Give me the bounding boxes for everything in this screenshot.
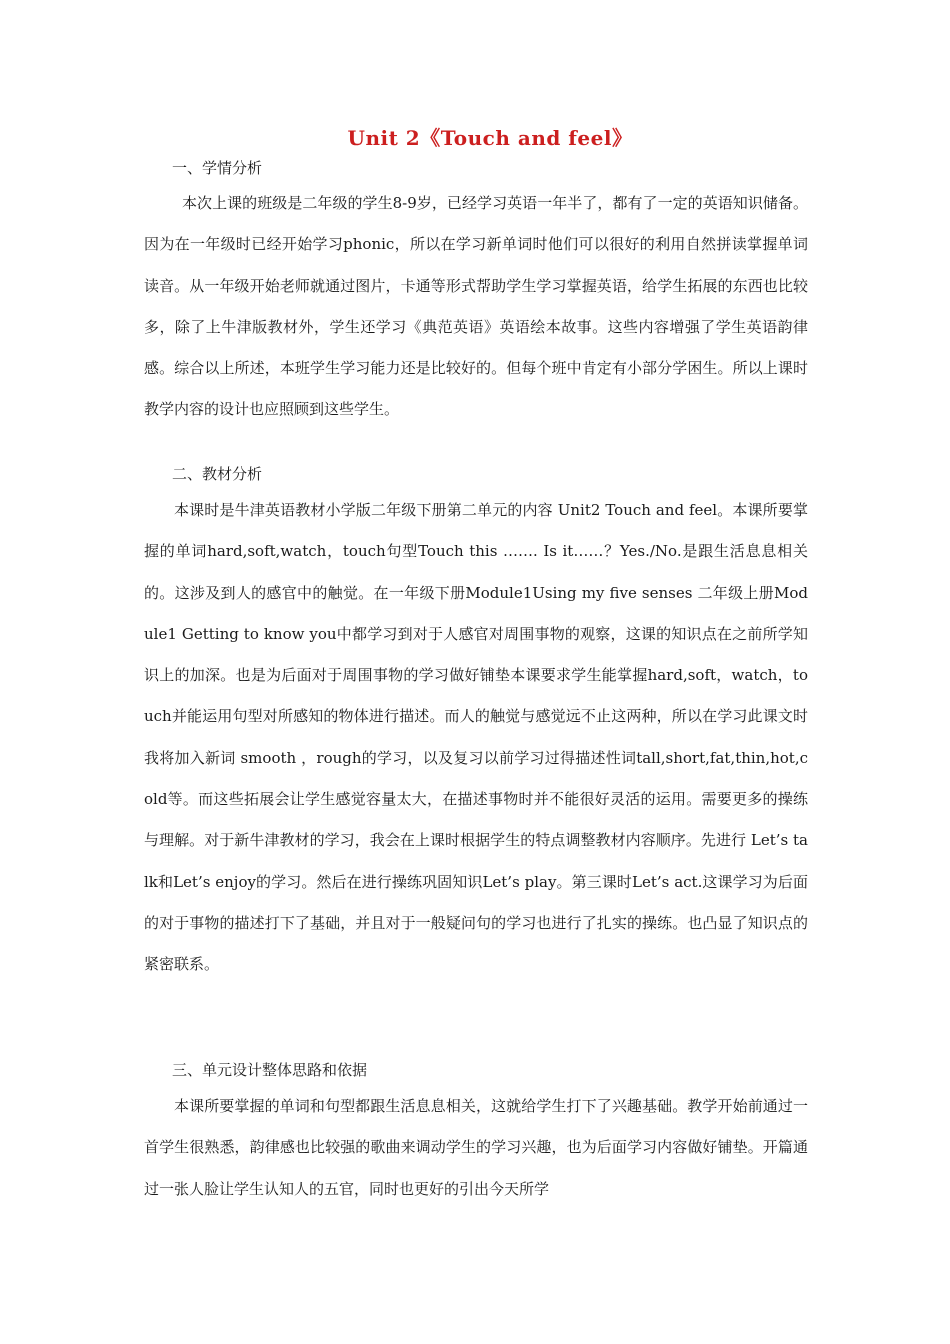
document-title: Unit 2《Touch and feel》 xyxy=(347,126,633,150)
section-heading-3: 三、单元设计整体思路和依据 xyxy=(172,1061,368,1079)
section-heading-2: 二、教材分析 xyxy=(172,465,263,483)
section-paragraph-1: 本次上课的班级是二年级的学生8-9岁，已经学习英语一年半了，都有了一定的英语知识储备。因为在一年级时已经开始学习phonic，所以在学习新单词时他们可以很好的利用自然拼读掌握单词读音。从一年级开始老师就通过图片，卡通等形式帮助学生学习掌握英语，给学生拓展的东西也比较多，除了上牛津版教材外，学生还学习《典范英语》英语绘本故事。这些内容增强了学生英语韵律感。综合以上所述，本班学生学习能力还是比较好的。但每个班中肯定有小部分学困生。所以上课时教学内容的设计也应照顾到这些学生。 xyxy=(144,194,808,419)
section-paragraph-2: 本课时是牛津英语教材小学版二年级下册第二单元的内容 Unit2 Touch and feel。本课所要掌握的单词hard,soft,watch，touch句型Touch this ……. Is it……？Yes./No.是跟生活息息相关的。这涉及到人的感官中的触觉。在一年级下册Module1Using my five senses 二年级上册Module1 Getting to know you中都学习到对于人感官对周围事物的观察，这课的知识点在之前所学知识上的加深。也是为后面对于周围事物的学习做好铺垫本课要求学生能掌握hard,soft，watch，touch并能运用句型对所感知的物体进行描述。而人的触觉与感觉远不止这两种，所以在学习此课文时我将加入新词 smooth ，rough的学习，以及复习以前学习过得描述性词tall,short,fat,thin,hot,cold等。而这些拓展会让学生感觉容量太大，在描述事物时并不能很好灵活的运用。需要更多的操练与理解。对于新牛津教材的学习，我会在上课时根据学生的特点调整教材内容顺序。先进行 Let’s talk和Let’s enjoy的学习。然后在进行操练巩固知识Let’s play。第三课时Let’s act.这课学习为后面的对于事物的描述打下了基础，并且对于一般疑问句的学习也进行了扎实的操练。也凸显了知识点的紧密联系。 xyxy=(144,501,808,974)
section-paragraph-3: 本课所要掌握的单词和句型都跟生活息息相关，这就给学生打下了兴趣基础。教学开始前通过一首学生很熟悉，韵律感也比较强的歌曲来调动学生的学习兴趣，也为后面学习内容做好铺垫。开篇通过一张人脸让学生认知人的五官，同时也更好的引出今天所学 xyxy=(144,1097,808,1198)
section-heading-1: 一、学情分析 xyxy=(172,159,263,177)
